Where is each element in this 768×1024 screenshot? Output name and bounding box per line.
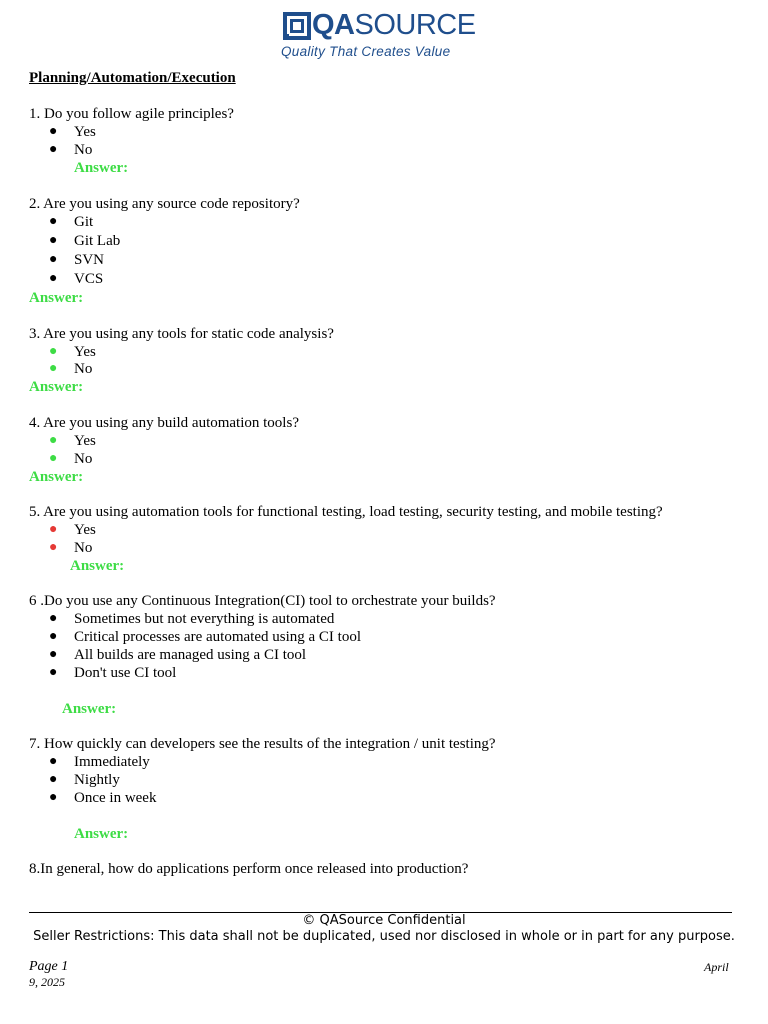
question-1: 1. Do you follow agile principles?	[29, 106, 234, 122]
option-q2-git: Git	[74, 214, 94, 230]
bullet-icon: ●	[49, 361, 58, 376]
brand-tagline: Quality That Creates Value	[281, 44, 451, 59]
qasource-logo-icon	[283, 12, 311, 40]
option-q2-svn: SVN	[74, 252, 105, 268]
footer-page-number: Page 1	[29, 959, 69, 974]
bullet-icon: ●	[49, 233, 58, 248]
option-q7-weekly: Once in week	[74, 790, 157, 806]
option-q5-no: No	[74, 540, 93, 556]
option-q3-yes: Yes	[74, 344, 96, 360]
brand-wordmark: QASOURCE	[312, 9, 476, 41]
bullet-icon: ●	[49, 629, 58, 644]
question-6: 6 .Do you use any Continuous Integration(CI) tool to orchestrate your builds?	[29, 593, 496, 609]
answer-label-q6: Answer:	[62, 701, 117, 717]
question-7: 7. How quickly can developers see the results of the integration / unit testing?	[29, 736, 496, 752]
option-q2-gitlab: Git Lab	[74, 233, 121, 249]
bullet-icon: ●	[49, 790, 58, 805]
question-5: 5. Are you using automation tools for functional testing, load testing, security testing, and mobile testing?	[29, 504, 663, 520]
option-q7-immediately: Immediately	[74, 754, 150, 770]
bullet-icon: ●	[49, 271, 58, 286]
bullet-icon: ●	[49, 214, 58, 229]
bullet-icon: ●	[49, 433, 58, 448]
bullet-icon: ●	[49, 540, 58, 555]
bullet-icon: ●	[49, 772, 58, 787]
bullet-icon: ●	[49, 344, 58, 359]
answer-label-q7: Answer:	[74, 826, 129, 842]
question-2: 2. Are you using any source code repository?	[29, 196, 300, 212]
footer-date-month: April	[704, 960, 729, 974]
bullet-icon: ●	[49, 647, 58, 662]
option-q2-vcs: VCS	[74, 271, 104, 287]
option-q5-yes: Yes	[74, 522, 96, 538]
option-q1-no: No	[74, 142, 93, 158]
answer-label-q3: Answer:	[29, 379, 84, 395]
option-q6-all-builds: All builds are managed using a CI tool	[74, 647, 307, 663]
section-heading: Planning/Automation/Execution	[29, 70, 236, 86]
footer-restrictions: Seller Restrictions: This data shall not be duplicated, used nor disclosed in whole or in part for any purpose.	[33, 929, 735, 944]
bullet-icon: ●	[49, 754, 58, 769]
footer-date-day-year: 9, 2025	[29, 975, 65, 989]
answer-label-q2: Answer:	[29, 290, 84, 306]
answer-label-q1: Answer:	[74, 160, 129, 176]
answer-label-q4: Answer:	[29, 469, 84, 485]
bullet-icon: ●	[49, 451, 58, 466]
answer-label-q5: Answer:	[70, 558, 125, 574]
bullet-icon: ●	[49, 252, 58, 267]
question-4: 4. Are you using any build automation tools?	[29, 415, 299, 431]
option-q4-no: No	[74, 451, 93, 467]
bullet-icon: ●	[49, 124, 58, 139]
footer-confidential: © QASource Confidential	[302, 913, 466, 928]
bullet-icon: ●	[49, 611, 58, 626]
bullet-icon: ●	[49, 142, 58, 157]
option-q6-dont-use: Don't use CI tool	[74, 665, 177, 681]
bullet-icon: ●	[49, 665, 58, 680]
option-q3-no: No	[74, 361, 93, 377]
question-8: 8.In general, how do applications perform once released into production?	[29, 861, 469, 877]
option-q7-nightly: Nightly	[74, 772, 120, 788]
option-q6-sometimes: Sometimes but not everything is automated	[74, 611, 335, 627]
option-q1-yes: Yes	[74, 124, 96, 140]
question-3: 3. Are you using any tools for static code analysis?	[29, 326, 334, 342]
bullet-icon: ●	[49, 522, 58, 537]
option-q4-yes: Yes	[74, 433, 96, 449]
option-q6-critical: Critical processes are automated using a CI tool	[74, 629, 361, 645]
